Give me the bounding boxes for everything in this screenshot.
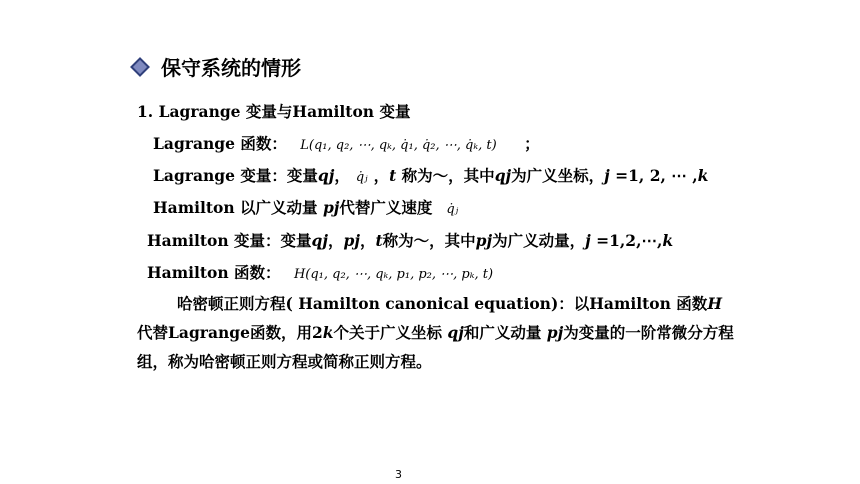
pj-symbol: pj bbox=[322, 198, 340, 217]
text: 为广义坐标， bbox=[511, 166, 605, 185]
text: =1, 2, ⋯ , bbox=[609, 166, 698, 185]
qdot-symbol: q̇ⱼ bbox=[355, 170, 368, 185]
section-heading: 1. Lagrange 变量与Hamilton 变量 bbox=[137, 102, 411, 121]
hamilton-replaces-line bbox=[153, 196, 458, 218]
semicolon: ； bbox=[524, 134, 540, 153]
text: 为广义动量， bbox=[492, 231, 586, 250]
lagrange-variables-line bbox=[153, 164, 708, 186]
lagrange-variables-text: Lagrange 变量：变量 bbox=[153, 166, 318, 185]
hamilton-function-line bbox=[147, 261, 493, 283]
j-symbol: j bbox=[585, 231, 591, 250]
comma: ， bbox=[327, 231, 344, 250]
lagrange-function-label: Lagrange 函数： bbox=[153, 134, 287, 153]
lagrange-function-formula: L(q₁, q₂, ⋯, qₖ, q̇₁, q̇₂, ⋯, q̇ₖ, t) bbox=[300, 138, 497, 153]
slide-title bbox=[130, 52, 301, 81]
text: =1,2,⋯, bbox=[590, 231, 663, 250]
j-symbol: j bbox=[604, 166, 610, 185]
qj-symbol: qj bbox=[311, 231, 328, 250]
text: 称为～，其中 bbox=[382, 231, 476, 250]
qj-symbol: qj bbox=[494, 166, 512, 185]
comma: ， bbox=[359, 231, 376, 250]
H-symbol: H bbox=[707, 294, 722, 313]
qj-symbol: qj bbox=[447, 323, 464, 342]
text: 为变量的一阶常微分方程组，称为哈密顿正则方程或简称正则方程。 bbox=[137, 323, 734, 371]
k-symbol: k bbox=[322, 323, 334, 342]
pj-symbol: pj bbox=[475, 231, 493, 250]
comma: ， bbox=[373, 166, 390, 185]
text: 和广义动量 bbox=[463, 323, 547, 342]
canonical-equation-paragraph bbox=[137, 289, 737, 376]
text: 哈密顿正则方程( Hamilton canonical equation)：以Hamilton 函数 bbox=[177, 294, 708, 313]
text: 称为～，其中 bbox=[396, 166, 495, 185]
text: 代替Lagrange函数，用2 bbox=[137, 323, 323, 342]
t-symbol: t bbox=[375, 231, 383, 250]
lagrange-function-line bbox=[153, 132, 540, 154]
slide-title-text: 保守系统的情形 bbox=[161, 56, 301, 80]
diamond-bullet-icon bbox=[130, 57, 150, 77]
page-number: 3 bbox=[395, 468, 402, 481]
text: Hamilton 以广义动量 bbox=[153, 198, 323, 217]
t-symbol: t bbox=[389, 166, 397, 185]
text: 个关于广义坐标 bbox=[333, 323, 448, 342]
k-symbol: k bbox=[697, 166, 709, 185]
qj-symbol: qj bbox=[317, 166, 335, 185]
comma: ， bbox=[334, 166, 350, 185]
hamilton-variables-line bbox=[147, 229, 673, 251]
pj-symbol: pj bbox=[343, 231, 360, 250]
text: 代替广义速度 bbox=[339, 198, 433, 217]
hamilton-function-formula: H(q₁, q₂, ⋯, qₖ, p₁, p₂, ⋯, pₖ, t) bbox=[293, 267, 494, 282]
hamilton-function-label: Hamilton 函数： bbox=[147, 263, 281, 282]
text: Hamilton 变量：变量 bbox=[147, 231, 312, 250]
qdot-symbol: q̇ⱼ bbox=[446, 202, 459, 217]
k-symbol: k bbox=[662, 231, 674, 250]
pj-symbol: pj bbox=[546, 323, 564, 342]
